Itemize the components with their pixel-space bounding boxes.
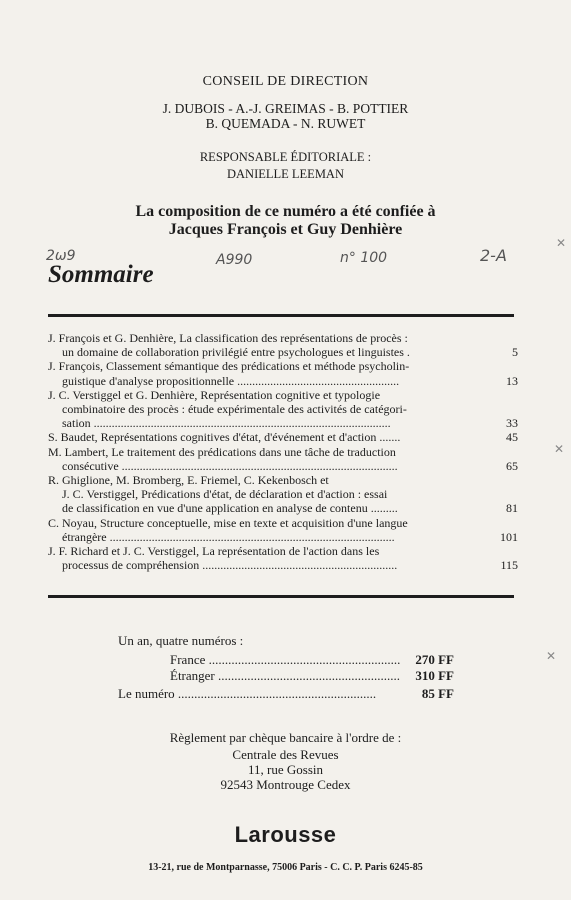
toc-entry bbox=[48, 388, 518, 431]
toc-entry-line: J. François, Classement sémantique des prédications et méthode psycholin- bbox=[48, 359, 410, 374]
toc-page-number: 65 bbox=[506, 458, 518, 473]
composition-line1: La composition de ce numéro a été confiée à bbox=[135, 203, 436, 220]
toc-entry-line: étrangère ............................................................................................... bbox=[62, 529, 395, 544]
divider-bottom bbox=[48, 595, 514, 598]
board-members-line1: J. DUBOIS - A.-J. GREIMAS - B. POTTIER bbox=[162, 101, 409, 116]
handwritten-note-d: 2-A bbox=[480, 246, 507, 265]
publisher-address: 13-21, rue de Montparnasse, 75006 Paris - C. C. P. Paris 6245-85 bbox=[148, 862, 423, 873]
margin-mark-icon: ✕ bbox=[546, 649, 557, 663]
toc-entry bbox=[48, 516, 518, 544]
toc-page-number: 115 bbox=[500, 558, 518, 573]
toc-entry-line: R. Ghiglione, M. Bromberg, E. Friemel, C. Kekenbosch et bbox=[48, 473, 329, 488]
sommaire-heading: Sommaire bbox=[48, 261, 154, 288]
publisher-logo: Larousse bbox=[234, 822, 337, 847]
toc-page-number: 45 bbox=[506, 430, 518, 445]
payment-line2: 11, rue Gossin bbox=[248, 762, 323, 777]
divider-top bbox=[48, 314, 514, 317]
composition-line2: Jacques François et Guy Denhière bbox=[168, 221, 403, 238]
price-label: Étranger ........................................................ bbox=[170, 668, 401, 683]
board-title: CONSEIL DE DIRECTION bbox=[202, 74, 369, 89]
price-label: France ........................................................... bbox=[170, 652, 401, 667]
toc-entry-line: combinatoire des procès : étude expérimentale des activités de catégori- bbox=[62, 402, 407, 417]
table-of-contents bbox=[48, 331, 518, 572]
toc-entry-line: consécutive ............................................................................................ bbox=[62, 458, 398, 473]
price-row-france bbox=[118, 652, 454, 668]
price-row-etranger bbox=[118, 668, 454, 684]
toc-page-number: 101 bbox=[500, 529, 518, 544]
price-value: 270 FF bbox=[415, 652, 454, 667]
responsible-title: RESPONSABLE ÉDITORIALE : bbox=[199, 150, 372, 164]
toc-entry-line: S. Baudet, Représentations cognitives d'état, d'événement et d'action ....... bbox=[48, 430, 401, 445]
toc-entry-line: J. C. Verstiggel, Prédications d'état, de déclaration et d'action : essai bbox=[62, 487, 388, 502]
toc-entry-line: C. Noyau, Structure conceptuelle, mise en texte et acquisition d'une langue bbox=[48, 515, 408, 530]
toc-entry bbox=[48, 331, 518, 359]
toc-entry-line: processus de compréhension ................................................................. bbox=[62, 558, 398, 573]
toc-entry-line: de classification en vue d'une application en analyse de contenu ......... bbox=[62, 501, 398, 516]
toc-page-number: 33 bbox=[506, 416, 518, 431]
price-value: 310 FF bbox=[415, 668, 454, 683]
board-members-line2: B. QUEMADA - N. RUWET bbox=[205, 116, 366, 131]
handwritten-note-a: 2ω9 bbox=[46, 248, 76, 264]
margin-mark-icon: ✕ bbox=[554, 442, 565, 456]
handwritten-note-c: n° 100 bbox=[340, 250, 388, 266]
toc-entry bbox=[48, 359, 518, 387]
toc-page-number: 5 bbox=[512, 345, 518, 360]
toc-page-number: 81 bbox=[506, 501, 518, 516]
toc-entry-line: J. François et G. Denhière, La classification des représentations de procès : bbox=[48, 331, 408, 345]
responsible-name: DANIELLE LEEMAN bbox=[227, 167, 344, 181]
toc-entry bbox=[48, 473, 518, 516]
toc-entry bbox=[48, 544, 518, 572]
handwritten-note-b: A990 bbox=[216, 252, 253, 268]
toc-entry-line: J. F. Richard et J. C. Verstiggel, La représentation de l'action dans les bbox=[48, 544, 380, 559]
subscription-title: Un an, quatre numéros : bbox=[118, 633, 244, 648]
toc-entry-line: M. Lambert, Le traitement des prédications dans une tâche de traduction bbox=[48, 444, 396, 459]
payment-line3: 92543 Montrouge Cedex bbox=[220, 777, 351, 792]
toc-entry bbox=[48, 445, 518, 473]
toc-entry-line: un domaine de collaboration privilégié entre psychologues et linguistes . bbox=[62, 345, 410, 360]
toc-page-number: 13 bbox=[506, 373, 518, 388]
price-value: 85 FF bbox=[421, 686, 454, 701]
toc-entry-line: sation ................................................................................................... bbox=[62, 416, 391, 431]
toc-entry bbox=[48, 430, 518, 444]
payment-line0: Règlement par chèque bancaire à l'ordre de : bbox=[169, 730, 402, 745]
toc-entry-line: J. C. Verstiggel et G. Denhière, Représentation cognitive et typologie bbox=[48, 387, 381, 402]
payment-line1: Centrale des Revues bbox=[232, 747, 339, 762]
price-label: Le numéro ............................................................. bbox=[118, 686, 377, 701]
price-row-numero bbox=[118, 686, 454, 702]
margin-mark-icon: ✕ bbox=[556, 236, 567, 250]
toc-entry-line: guistique d'analyse propositionnelle ...................................................... bbox=[62, 373, 400, 388]
